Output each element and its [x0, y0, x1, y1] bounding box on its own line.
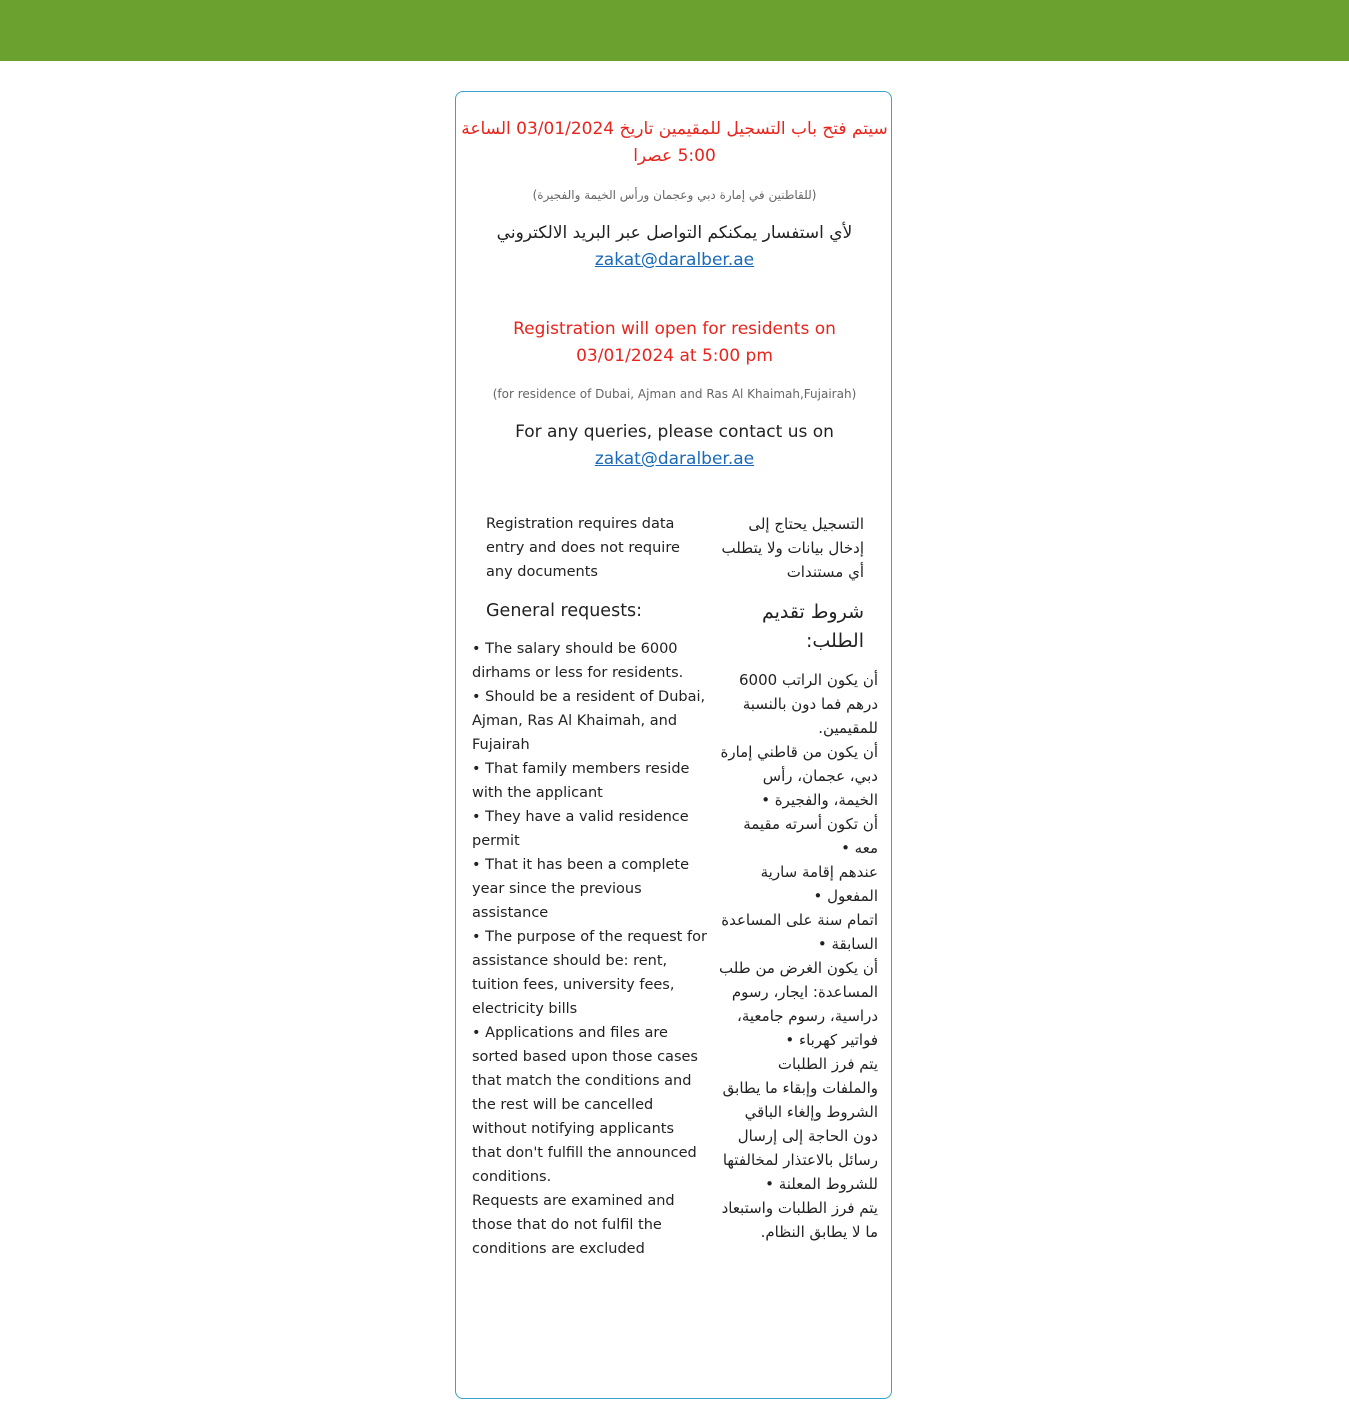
list-item: • That family members reside with the applicant: [472, 761, 690, 801]
list-item: يتم فرز الطلبات والملفات وإبقاء ما يطابق الشروط وإلغاء الباقي دون الحاجة إلى إرسال رسائل بالاعتذار لمخالفتها للشروط المعلنة •: [722, 1055, 878, 1193]
arabic-conditions-list: [718, 668, 878, 1244]
list-item: • The purpose of the request for assistance should be: rent, tuition fees, university fees, electricity bills: [472, 929, 707, 1017]
arabic-requirements-text: التسجيل يحتاج إلى إدخال بيانات ولا يتطلب أي مستندات: [721, 515, 864, 581]
english-registration-heading: Registration will open for residents on 03/01/2024 at 5:00 pm: [513, 319, 836, 366]
arabic-conditions-column: [718, 512, 878, 1244]
arabic-residence-note: (للقاطنين في إمارة دبي وعجمان ورأس الخيمة والفجيرة): [532, 188, 817, 202]
english-conditions-list: [472, 637, 708, 1261]
list-item: أن يكون الغرض من طلب المساعدة: ايجار، رسوم دراسية، رسوم جامعية، فواتير كهرباء •: [719, 959, 878, 1049]
list-item: Requests are examined and those that do not fulfil the conditions are excluded: [472, 1193, 675, 1257]
arabic-query-block: [456, 220, 893, 274]
list-item: اتمام سنة على المساعدة السابقة •: [721, 911, 878, 953]
list-item: • They have a valid residence permit: [472, 809, 689, 849]
list-item: عندهم إقامة سارية المفعول •: [760, 863, 878, 905]
english-general-title: General requests:: [486, 601, 643, 621]
list-item: • That it has been a complete year since the previous assistance: [472, 857, 690, 921]
registration-notice-card: [455, 91, 892, 1399]
arabic-general-title: شروط تقديم الطلب:: [762, 601, 864, 652]
arabic-registration-heading: سيتم فتح باب التسجيل للمقيمين تاريخ 03/01/2024 الساعة 5:00 عصرا: [461, 119, 888, 166]
list-item: يتم فرز الطلبات واستبعاد ما لا يطابق النظام.: [721, 1199, 878, 1241]
list-item: أن يكون من قاطني إمارة دبي، عجمان، رأس الخيمة، والفجيرة •: [720, 743, 878, 809]
arabic-email-link[interactable]: zakat@daralber.ae: [594, 250, 755, 270]
top-banner: [0, 0, 1349, 61]
list-item: أن تكون أسرته مقيمة معه •: [743, 815, 878, 857]
english-query-text: For any queries, please contact us on: [515, 422, 834, 442]
english-email-link[interactable]: zakat@daralber.ae: [594, 449, 755, 469]
list-item: • The salary should be 6000 dirhams or less for residents.: [472, 641, 684, 681]
english-conditions-column: [472, 512, 708, 1261]
list-item: • Should be a resident of Dubai, Ajman, Ras Al Khaimah, and Fujairah: [472, 689, 706, 753]
list-item: • Applications and files are sorted based upon those cases that match the conditions and the rest will be cancelled without notifying applicants that don't fulfill the announced conditions.: [472, 1025, 698, 1185]
english-query-block: [456, 419, 893, 473]
english-residence-note: (for residence of Dubai, Ajman and Ras Al Khaimah,Fujairah): [492, 387, 857, 401]
arabic-query-text: لأي استفسار يمكنكم التواصل عبر البريد الالكتروني: [496, 223, 853, 243]
english-requirements-text: Registration requires data entry and does not require any documents: [486, 516, 680, 580]
list-item: أن يكون الراتب 6000 درهم فما دون بالنسبة للمقيمين.: [739, 671, 878, 737]
